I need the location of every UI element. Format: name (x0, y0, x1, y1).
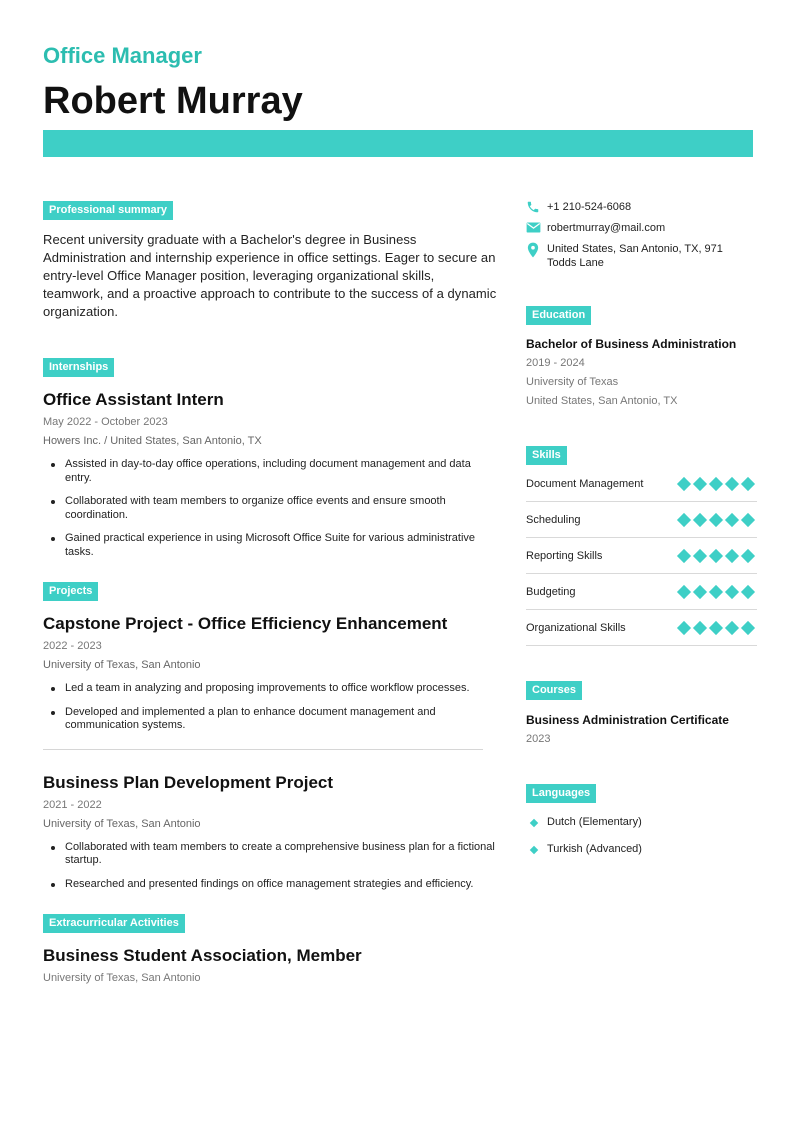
contact-email (526, 221, 757, 235)
languages-heading: Languages (526, 784, 596, 803)
education-location: United States, San Antonio, TX (526, 395, 678, 407)
rating-diamond-icon (725, 512, 739, 526)
project-org: University of Texas, San Antonio (43, 659, 201, 671)
phone-icon (526, 200, 541, 214)
bullet-item: Collaborated with team members to organize office events and ensure smooth coordination. (65, 495, 498, 522)
project-bullets (43, 682, 498, 733)
skills-section (526, 445, 757, 646)
sidebar-column (526, 200, 757, 869)
courses-section (526, 680, 757, 747)
rating-diamond-icon (709, 584, 723, 598)
rating-diamond-icon (693, 512, 707, 526)
rating-diamond-icon (709, 512, 723, 526)
rating-diamond-icon (709, 548, 723, 562)
project-dates: 2021 - 2022 (43, 798, 102, 811)
rating-diamond-icon (741, 512, 755, 526)
project-bullets (43, 841, 498, 892)
project-entry (43, 772, 498, 892)
skill-row (526, 610, 757, 646)
extracurricular-heading: Extracurricular Activities (43, 914, 185, 933)
rating-diamond-icon (725, 620, 739, 634)
skill-name: Document Management (526, 477, 644, 490)
projects-section (43, 581, 498, 891)
bullet-item: Assisted in day-to-day office operations, including document management and data entry. (65, 458, 498, 485)
rating-diamond-icon (741, 548, 755, 562)
language-item (526, 815, 757, 830)
education-section (526, 305, 757, 409)
rating-diamond-icon (725, 548, 739, 562)
envelope-icon (526, 221, 541, 235)
rating-diamond-icon (693, 620, 707, 634)
education-heading: Education (526, 306, 591, 325)
extracurricular-org: University of Texas, San Antonio (43, 972, 201, 984)
rating-diamond-icon (693, 476, 707, 490)
language-name: Dutch (Elementary) (547, 816, 642, 828)
skill-rating (679, 515, 757, 525)
languages-list (526, 815, 757, 857)
skill-row (526, 466, 757, 502)
skill-rating (679, 623, 757, 633)
summary-section (43, 200, 498, 321)
skill-name: Reporting Skills (526, 549, 603, 562)
bullet-item: Developed and implemented a plan to enhance document management and communication systems. (65, 706, 498, 733)
candidate-name: Robert Murray (43, 80, 303, 122)
skill-name: Budgeting (526, 585, 576, 598)
rating-diamond-icon (677, 620, 691, 634)
project-dates: 2022 - 2023 (43, 640, 102, 652)
project-entry (43, 613, 498, 733)
rating-diamond-icon (677, 476, 691, 490)
location-pin-icon (526, 242, 541, 256)
internships-heading: Internships (43, 358, 114, 377)
projects-heading: Projects (43, 582, 98, 601)
skill-rating (679, 587, 757, 597)
rating-diamond-icon (677, 584, 691, 598)
rating-diamond-icon (709, 476, 723, 490)
skill-row (526, 502, 757, 538)
extracurricular-section (43, 913, 498, 986)
internships-section (43, 357, 498, 559)
skill-name: Organizational Skills (526, 621, 626, 634)
education-dates: 2019 - 2024 (526, 357, 585, 369)
rating-diamond-icon (741, 584, 755, 598)
bullet-item: Gained practical experience in using Microsoft Office Suite for various administrative tasks. (65, 532, 498, 559)
rating-diamond-icon (741, 476, 755, 490)
rating-diamond-icon (693, 584, 707, 598)
degree-title: Bachelor of Business Administration (526, 337, 737, 351)
bullet-item: Researched and presented findings on office management strategies and efficiency. (65, 878, 498, 892)
internship-title: Office Assistant Intern (43, 390, 224, 409)
course-year: 2023 (526, 733, 551, 745)
course-title: Business Administration Certificate (526, 713, 729, 727)
email-text[interactable]: robertmurray@mail.com (547, 222, 666, 234)
internship-dates: May 2022 - October 2023 (43, 416, 168, 428)
languages-section (526, 783, 757, 857)
resume-header (43, 42, 753, 124)
internship-entry (43, 389, 498, 559)
bullet-item: Led a team in analyzing and proposing improvements to office workflow processes. (65, 682, 498, 696)
project-divider (43, 749, 483, 750)
language-name: Turkish (Advanced) (547, 843, 642, 855)
project-title: Business Plan Development Project (43, 772, 334, 792)
rating-diamond-icon (677, 512, 691, 526)
rating-diamond-icon (741, 620, 755, 634)
main-column (43, 200, 498, 986)
skill-name: Scheduling (526, 513, 581, 526)
contact-section (526, 200, 757, 270)
skill-row (526, 574, 757, 610)
rating-diamond-icon (693, 548, 707, 562)
courses-heading: Courses (526, 681, 582, 700)
project-org: University of Texas, San Antonio (43, 817, 201, 830)
rating-diamond-icon (725, 584, 739, 598)
internship-org: Howers Inc. / United States, San Antonio, TX (43, 435, 262, 447)
job-title: Office Manager (43, 43, 202, 68)
skill-rating (679, 479, 757, 489)
education-school: University of Texas (526, 376, 619, 388)
header-accent-bar (43, 130, 753, 157)
contact-address (526, 242, 757, 270)
extracurricular-title: Business Student Association, Member (43, 946, 362, 965)
skill-rating (679, 551, 757, 561)
phone-text[interactable]: +1 210-524-6068 (547, 201, 632, 213)
contact-phone (526, 200, 757, 214)
rating-diamond-icon (709, 620, 723, 634)
skills-heading: Skills (526, 446, 567, 465)
skill-row (526, 538, 757, 574)
internship-bullets (43, 458, 498, 559)
diamond-bullet-icon (530, 818, 538, 826)
summary-text: Recent university graduate with a Bachelor's degree in Business Administration and internship experience in office settings. Eager to secure an entry-level Office Manager position, leveraging organizational skills, teamwork, and a proactive approach to contribute to the success of a dynamic organization. (43, 232, 497, 319)
diamond-bullet-icon (530, 845, 538, 853)
summary-heading: Professional summary (43, 201, 173, 220)
rating-diamond-icon (677, 548, 691, 562)
language-item (526, 842, 757, 857)
project-title: Capstone Project - Office Efficiency Enhancement (43, 614, 448, 633)
address-text: United States, San Antonio, TX, 971 Todds Lane (547, 243, 723, 269)
rating-diamond-icon (725, 476, 739, 490)
bullet-item: Collaborated with team members to create a comprehensive business plan for a fictional startup. (65, 841, 498, 868)
skills-list (526, 466, 757, 646)
